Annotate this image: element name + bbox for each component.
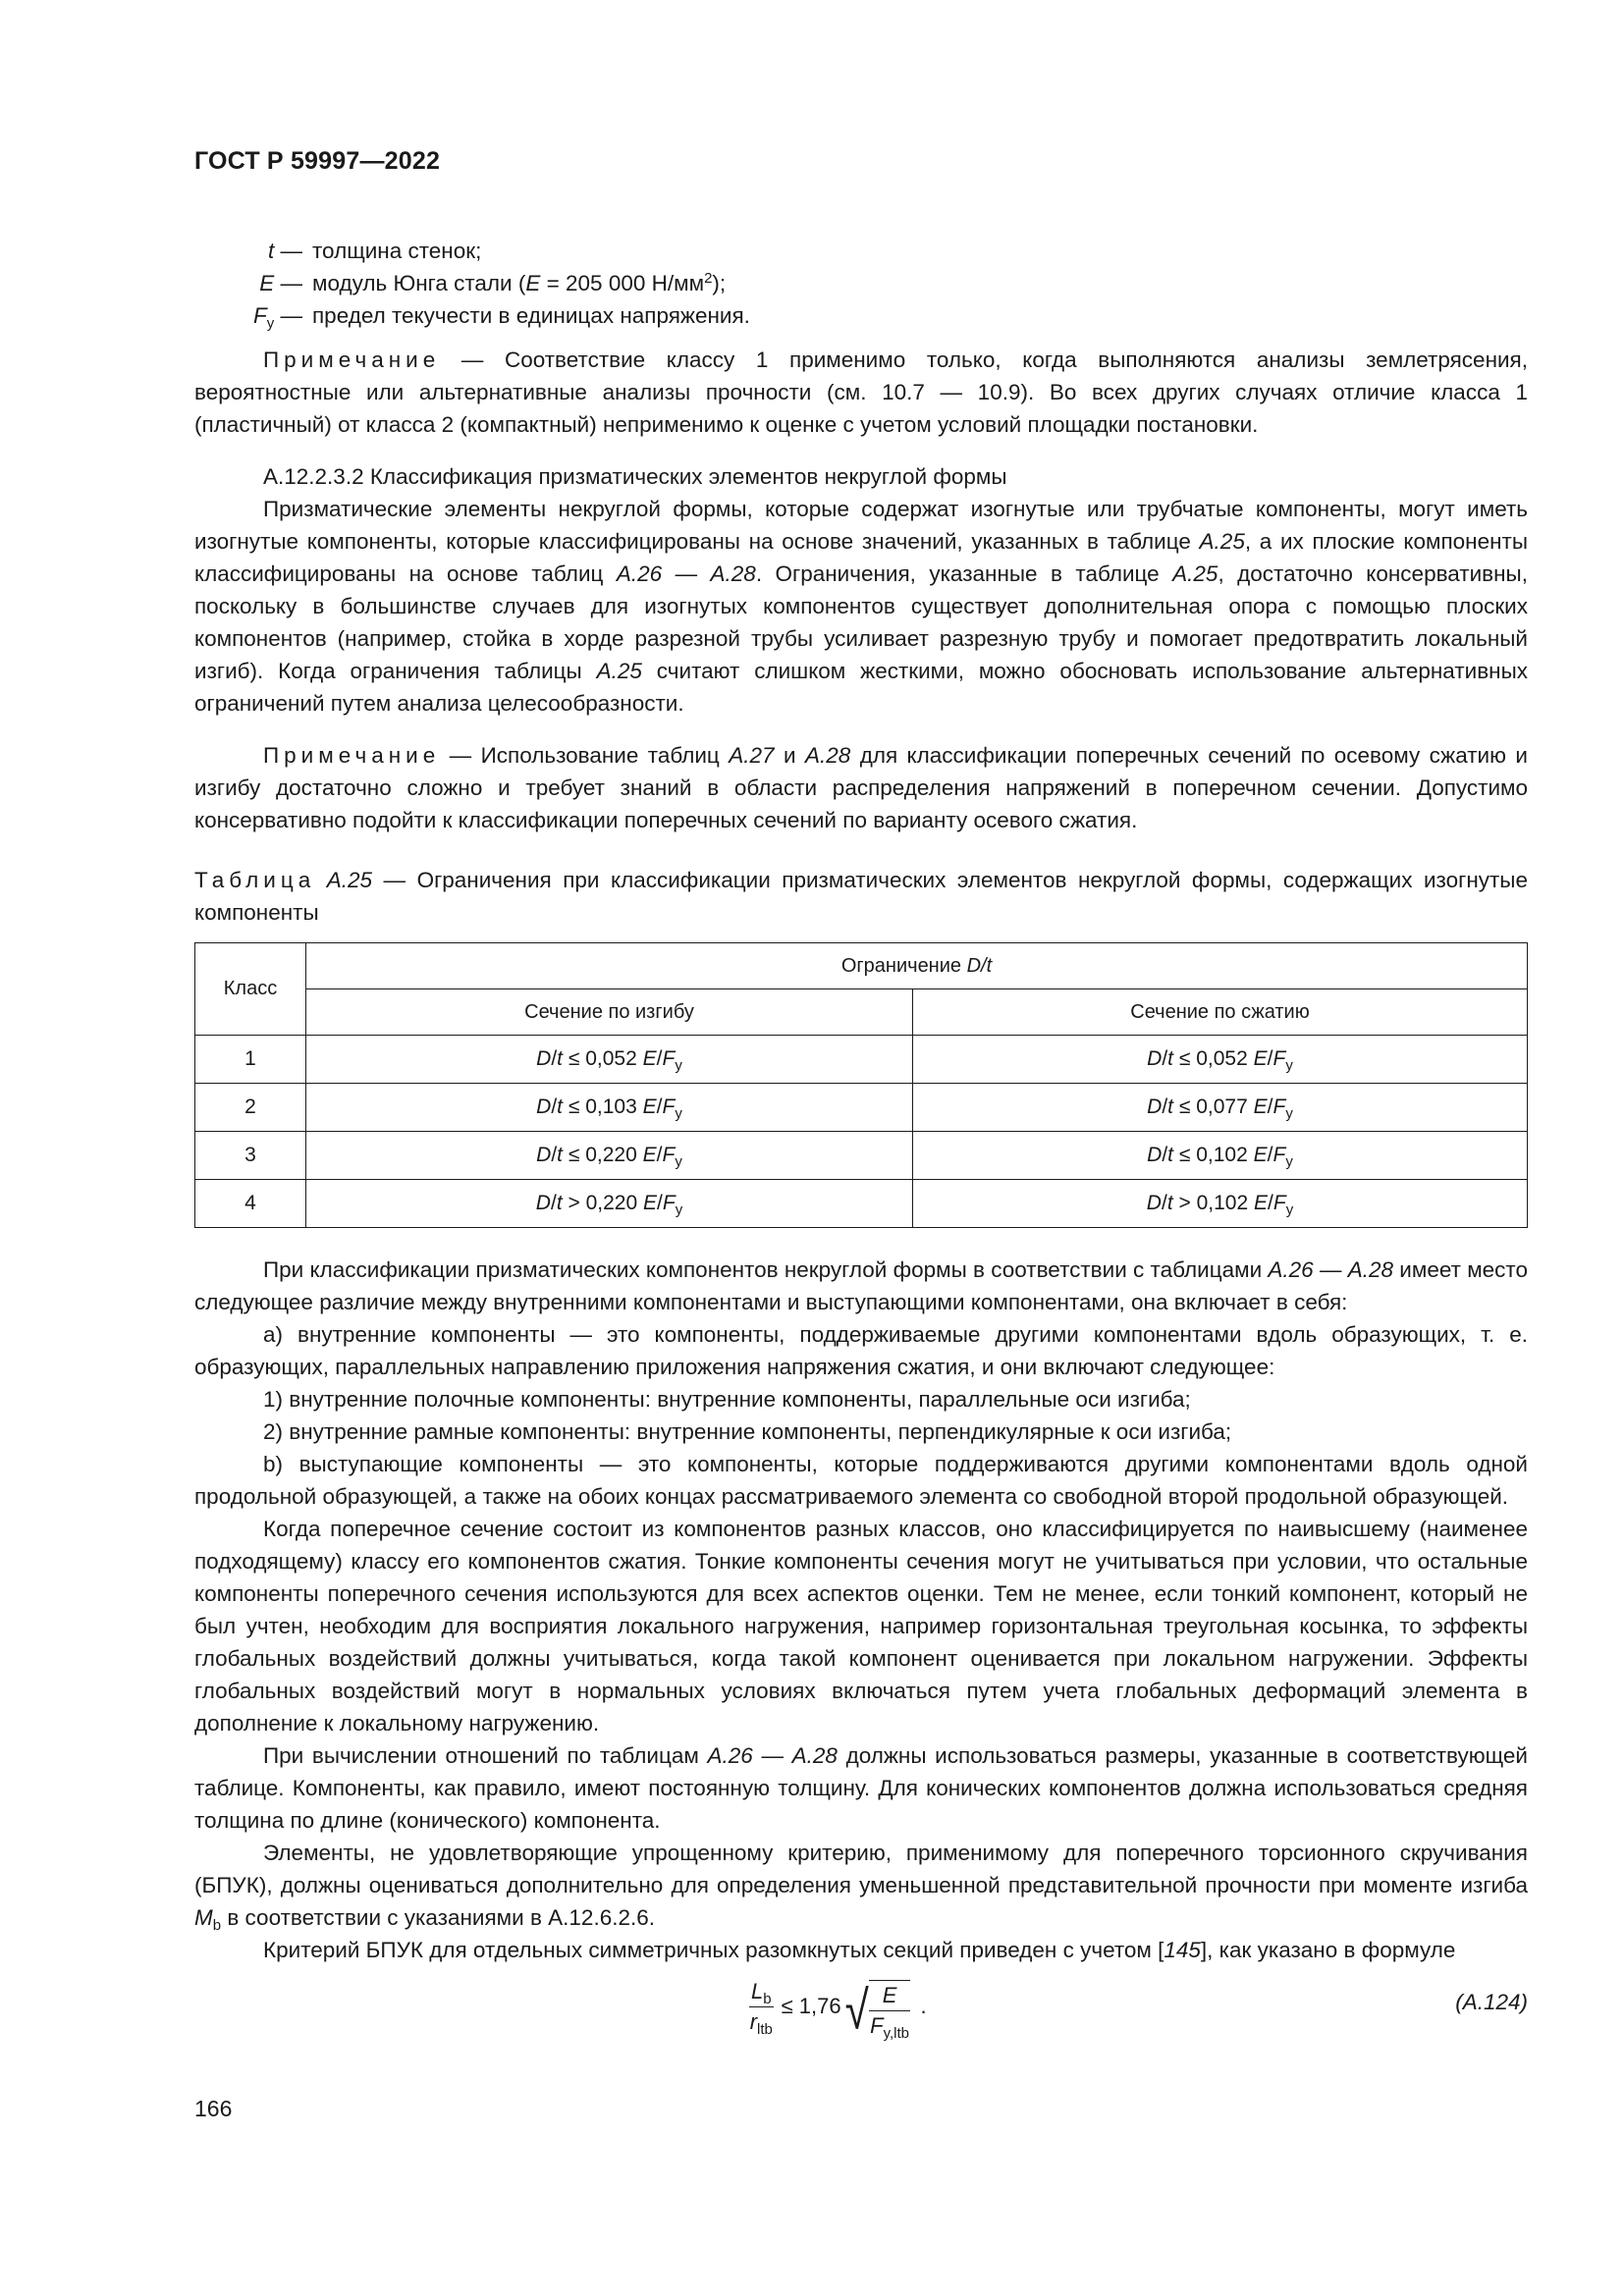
header-limit: Ограничение D/t bbox=[306, 943, 1528, 989]
body-paragraph: При вычислении отношений по таблицам А.26 — А.28 должны использоваться размеры, указанные в соответствующей таблице. Компоненты, как правило, имеют постоянную толщину. Для конических компонентов должна использоваться средняя толщина по длине (конического) компонента. bbox=[194, 1743, 1528, 1833]
legend-text: толщина стенок; bbox=[312, 239, 482, 263]
formula-number: (А.124) bbox=[1455, 1990, 1528, 2014]
formula-operator: ≤ 1,76 bbox=[781, 1994, 841, 2018]
table-row: 1 D/t ≤ 0,052 $E/F_y$ D/t ≤ 0,052 $E/F_y$ bbox=[195, 1036, 1528, 1084]
legend-symbol: t bbox=[267, 239, 275, 263]
list-item: 2) внутренние рамные компоненты: внутренние компоненты, перпендикулярные к оси изгиба; bbox=[263, 1419, 1232, 1444]
table-row: 4 D/t > 0,220 $E/F_y$ D/t > 0,102 $E/F_y$ bbox=[195, 1180, 1528, 1228]
body-paragraph: При классификации призматических компонентов некруглой формы в соответствии с таблицами А.26 — А.28 имеет место следующее различие между внутренними компонентами и выступающими компонентами, она включает в себя: bbox=[194, 1257, 1528, 1314]
formula-fraction: $\frac{L_b}{r_{ltb}}$ bbox=[749, 1978, 773, 2038]
note-paragraph: Примечание — Соответствие классу 1 применимо только, когда выполняются анализы землетрясения, вероятностные или альтернативные анализы прочности (см. 10.7 — 10.9). Во всех других случаях отличие класса 1 (пластичный) от класса 2 (компактный) неприменимо к оценке с учетом условий площадки постановки. bbox=[194, 347, 1528, 437]
section-heading: А.12.2.3.2 Классификация призматических элементов некруглой формы bbox=[263, 464, 1007, 489]
formula-a124 bbox=[194, 1972, 1528, 2060]
list-item: а) внутренние компоненты — это компоненты, поддерживаемые другими компонентами вдоль образующих, т. е. образующих, параллельных направлению приложения напряжения сжатия, и они включают следующее: bbox=[194, 1322, 1528, 1379]
legend-item: $F_y$ — предел текучести в единицах напряжения. bbox=[194, 299, 1528, 332]
limits-table bbox=[194, 942, 1528, 1228]
legend-text: модуль Юнга стали (E = 205 000 $Н/мм^2$); bbox=[312, 270, 727, 295]
document-header: ГОСТ Р 59997—2022 bbox=[194, 147, 441, 175]
body-paragraph: Критерий БПУК для отдельных симметричных разомкнутых секций приведен с учетом [145], как указано в формуле bbox=[263, 1938, 1456, 1962]
header-bending: Сечение по изгибу bbox=[306, 989, 913, 1036]
list-item: 1) внутренние полочные компоненты: внутренние компоненты, параллельные оси изгиба; bbox=[263, 1387, 1191, 1412]
legend-text: предел текучести в единицах напряжения. bbox=[312, 303, 750, 328]
header-class: Класс bbox=[195, 943, 306, 1036]
legend-symbol: F bbox=[252, 303, 267, 328]
body-paragraph: Призматические элементы некруглой формы, которые содержат изогнутые или трубчатые компоненты, могут иметь изогнутые компоненты, которые классифицированы на основе значений, указанных в таблице А.25, а их плоские компоненты классифицированы на основе таблиц А.26 — А.28. Ограничения, указанные в таблице А.25, достаточно консервативны, поскольку в большинстве случаев для изогнутых компонентов существует дополнительная опора с помощью плоских компонентов (например, стойка в хорде разрезной трубы усиливает разрезную трубу и помогает предотвратить локальный изгиб). Когда ограничения таблицы А.25 считают слишком жесткими, можно обосновать использование альтернативных ограничений путем анализа целесообразности. bbox=[194, 497, 1529, 716]
table-row: 3 D/t ≤ 0,220 $E/F_y$ D/t ≤ 0,102 $E/F_y$ bbox=[195, 1132, 1528, 1180]
list-item: b) выступающие компоненты — это компоненты, которые поддерживаются другими компонентами вдоль одной продольной образующей, а также на обоих концах рассматриваемого элемента со свободной второй продольной образующей. bbox=[194, 1452, 1528, 1509]
document-page bbox=[194, 147, 1528, 2060]
header-compression: Сечение по сжатию bbox=[913, 989, 1528, 1036]
body-paragraph: Элементы, не удовлетворяющие упрощенному критерию, применимому для поперечного торсионного скручивания (БПУК), должны оцениваться дополнительно для определения уменьшенной представительной прочности при моменте изгиба $M_b$ в соответствии с указаниями в А.12.6.2.6. bbox=[194, 1841, 1528, 1934]
symbol-legend bbox=[194, 235, 1528, 332]
legend-item: E — модуль Юнга стали (E = 205 000 $Н/мм^2$); bbox=[194, 267, 1528, 299]
formula-expression: $\frac{L_b}{r_{ltb}}$ ≤ 1,76 √ $\frac{E}{F_{y,ltb}}$ . bbox=[749, 1972, 927, 2041]
legend-item: t — толщина стенок; bbox=[194, 235, 1528, 267]
note-paragraph: Примечание — Использование таблиц А.27 и А.28 для классификации поперечных сечений по осевому сжатию и изгибу достаточно сложно и требует знаний в области распределения напряжений в поперечном сечении. Допустимо консервативно подойти к классификации поперечных сечений по варианту осевого сжатия. bbox=[194, 743, 1528, 832]
page-number: 166 bbox=[194, 2096, 233, 2121]
sqrt-icon: √ bbox=[844, 1980, 869, 2041]
table-caption: Таблица А.25 — Ограничения при классификации призматических элементов некруглой формы, содержащих изогнутые компоненты bbox=[194, 868, 1528, 925]
body-paragraph: Когда поперечное сечение состоит из компонентов разных классов, оно классифицируется по наивысшему (наименее подходящему) классу его компонентов сжатия. Тонкие компоненты сечения могут не учитываться при условии, что остальные компоненты поперечного сечения используются для всех аспектов оценки. Тем не менее, если тонкий компонент, который не был учтен, необходим для восприятия локального нагружения, например горизонтальная треугольная косынка, то эффекты глобальных воздействий должны учитываться, когда такой компонент оценивается при локальном нагружении. Эффекты глобальных воздействий могут в нормальных условиях включаться путем учета глобальных деформаций элемента в дополнение к локальному нагружению. bbox=[194, 1517, 1528, 1735]
table-row: 2 D/t ≤ 0,103 $E/F_y$ D/t ≤ 0,077 $E/F_y$ bbox=[195, 1084, 1528, 1132]
legend-symbol: E bbox=[259, 271, 275, 295]
formula-sqrt: √ $\frac{E}{F_{y,ltb}}$ bbox=[845, 1972, 911, 2041]
